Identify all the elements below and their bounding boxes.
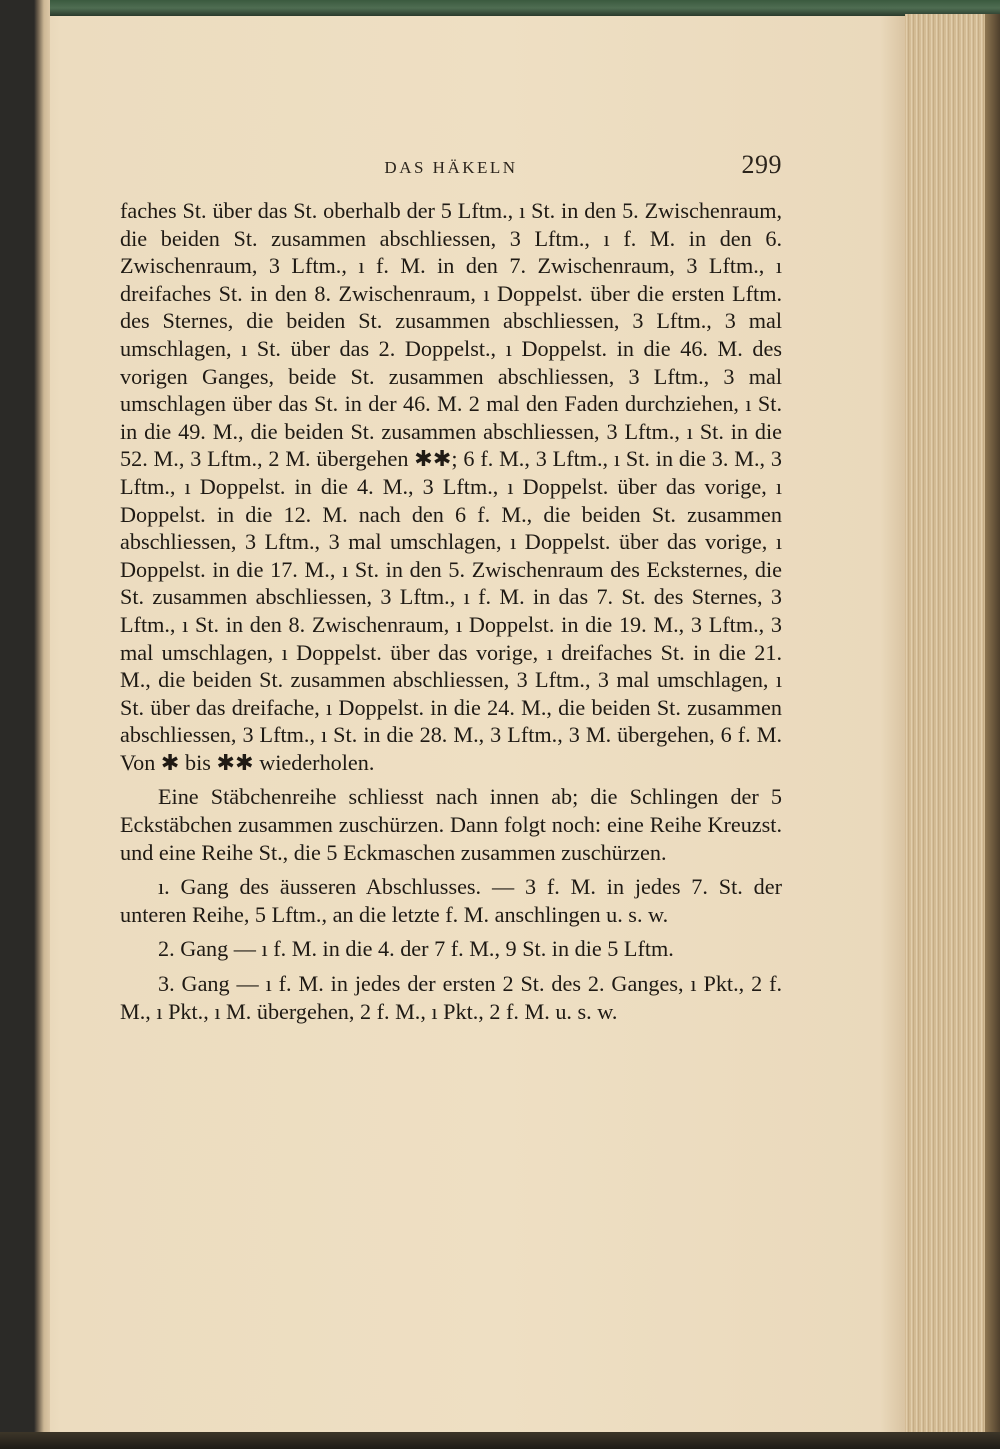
book-binding-gutter bbox=[0, 0, 50, 1449]
cover-cloth-top bbox=[0, 0, 1000, 16]
bottom-shadow bbox=[0, 1432, 1000, 1449]
paragraph-gang-1: ı. Gang des äusseren Abschlusses. — 3 f. M. in jedes 7. St. der unteren Reihe, 5 Lftm., an die letzte f. M. anschlingen u. s. w. bbox=[120, 874, 782, 927]
paragraph-staebchenreihe: Eine Stäbchenreihe schliesst nach innen ab; die Schlingen der 5 Eckstäbchen zusammen zuschürzen. Dann folgt noch: eine Reihe Kreuzst. und eine Reihe St., die 5 Eckmaschen zusammen zuschürzen. bbox=[120, 784, 782, 865]
paragraph-gang-3: 3. Gang — ı f. M. in jedes der ersten 2 St. des 2. Ganges, ı Pkt., 2 f. M., ı Pkt., ı M. übergehen, 2 f. M., ı Pkt., 2 f. M. u. s. w. bbox=[120, 971, 782, 1024]
body-text bbox=[120, 197, 782, 1025]
page-header bbox=[120, 150, 782, 182]
page-number: 299 bbox=[741, 150, 782, 179]
running-head: DAS HÄKELN bbox=[384, 158, 518, 177]
paragraph-gang-2: 2. Gang — ı f. M. in die 4. der 7 f. M., 9 St. in die 5 Lftm. bbox=[158, 936, 674, 962]
paragraph-continuation: faches St. über das St. oberhalb der 5 Lftm., ı St. in den 5. Zwischenraum, die beiden St. zusammen abschliessen, 3 Lftm., ı f. M. in den 6. Zwischenraum, 3 Lftm., ı f. M. in den 7. Zwischenraum, 3 Lftm., ı dreifaches St. in den 8. Zwischenraum, ı Doppelst. über die ersten Lftm. des Sternes, die beiden St. zusammen abschliessen, 3 Lftm., 3 mal umschlagen, ı St. über das 2. Doppelst., ı Doppelst. in die 46. M. des vorigen Ganges, beide St. zusammen abschliessen, 3 Lftm., 3 mal umschlagen über das St. in der 46. M. 2 mal den Faden durchziehen, ı St. in die 49. M., die beiden St. zusammen abschliessen, 3 Lftm., ı St. in die 52. M., 3 Lftm., 2 M. übergehen ✱✱; 6 f. M., 3 Lftm., ı St. in die 3. M., 3 Lftm., ı Doppelst. in die 4. M., 3 Lftm., ı Doppelst. über das vorige, ı Doppelst. in die 12. M. nach den 6 f. M., die beiden St. zusammen abschliessen, 3 Lftm., 3 mal umschlagen, ı Doppelst. über das vorige, ı Doppelst. in die 17. M., ı St. in den 5. Zwischenraum des Ecksternes, die St. zusammen abschliessen, 3 Lftm., ı f. M. in das 7. St. des Sternes, 3 Lftm., ı St. in den 8. Zwischenraum, ı Doppelst. in die 19. M., 3 Lftm., 3 mal umschlagen, ı Doppelst. über das vorige, ı dreifaches St. in die 21. M., die beiden St. zusammen abschliessen, 3 Lftm., 3 mal umschlagen, ı St. über das dreifache, ı Doppelst. in die 24. M., die beiden St. zusammen abschliessen, 3 Lftm., ı St. in die 28. M., 3 Lftm., 3 M. übergehen, 6 f. M. Von ✱ bis ✱✱ wiederholen. bbox=[120, 198, 782, 775]
page-stack-shadow bbox=[985, 14, 1000, 1449]
